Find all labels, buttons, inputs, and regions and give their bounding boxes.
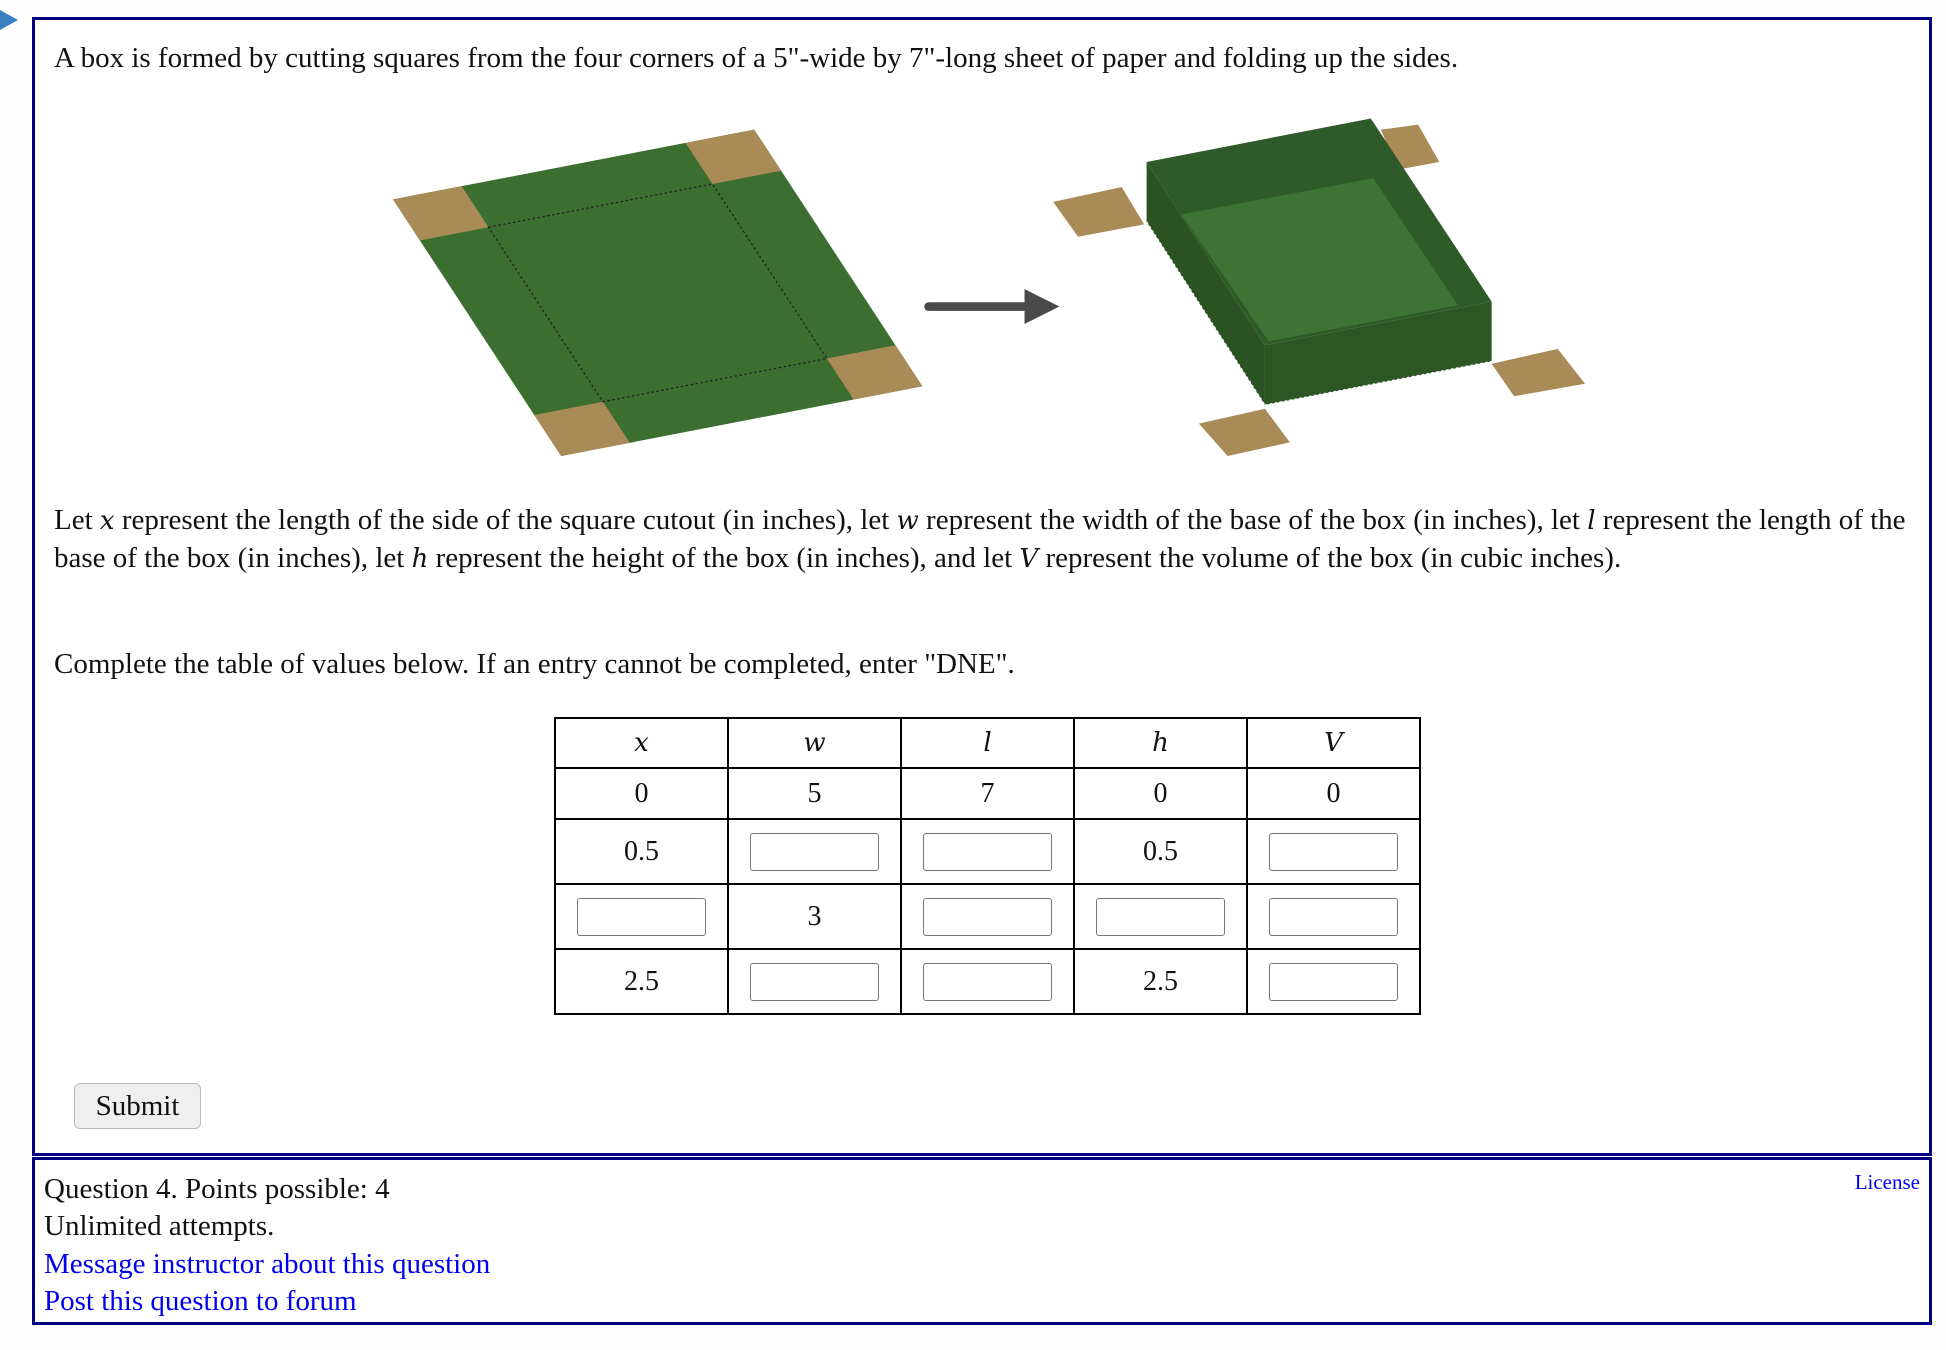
cell-value: 0.5 [624, 835, 659, 867]
table-cell [728, 949, 901, 1014]
math-variable: w [896, 506, 919, 536]
table-cell [728, 768, 901, 819]
variable-definitions [54, 502, 1924, 578]
license-link[interactable]: License [1854, 1170, 1920, 1194]
table-cell [555, 949, 728, 1014]
cell-value: 2.5 [1143, 965, 1178, 997]
answer-input-h[interactable] [1096, 898, 1225, 936]
table-row [555, 768, 1420, 819]
table-row [555, 884, 1420, 949]
points-possible: Question 4. Points possible: 4 [44, 1173, 390, 1205]
math-variable: h [411, 544, 429, 574]
math-variable: x [99, 506, 115, 536]
cell-value: 2.5 [624, 965, 659, 997]
text-segment: represent the height of the box (in inches), and let [428, 542, 1020, 574]
cell-value: 7 [980, 777, 995, 809]
column-header [555, 718, 728, 768]
message-instructor-link[interactable]: Message instructor about this question [44, 1248, 491, 1280]
table-cell [901, 819, 1074, 884]
column-header-label: h [1152, 728, 1169, 758]
cut-tab [1053, 187, 1144, 237]
post-to-forum-link[interactable]: Post this question to forum [44, 1285, 357, 1317]
answer-input-x[interactable] [577, 898, 706, 936]
answer-input-l[interactable] [923, 833, 1052, 871]
answer-input-w[interactable] [750, 833, 879, 871]
table-cell [555, 819, 728, 884]
answer-input-V[interactable] [1269, 963, 1398, 1001]
cell-value: 3 [807, 900, 822, 932]
table-cell [1074, 819, 1247, 884]
table-cell [1247, 819, 1420, 884]
cut-tab [1199, 409, 1290, 456]
table-cell [728, 884, 901, 949]
column-header [901, 718, 1074, 768]
instructions: Complete the table of values below. If an entry cannot be completed, enter "DNE". [54, 648, 1015, 680]
math-variable: V [1019, 544, 1039, 574]
table-row [555, 949, 1420, 1014]
values-table [554, 717, 1421, 1015]
column-header [1074, 718, 1247, 768]
table-cell [1074, 768, 1247, 819]
table-row [555, 819, 1420, 884]
column-header-label: l [983, 728, 992, 758]
text-segment: represent the length of the base of the box (in inches), let [54, 504, 1906, 574]
table-cell [1247, 949, 1420, 1014]
cut-tab [1492, 349, 1585, 396]
column-header-label: x [634, 728, 649, 758]
table-cell [901, 949, 1074, 1014]
submit-button[interactable]: Submit [74, 1083, 201, 1129]
answer-input-l[interactable] [923, 963, 1052, 1001]
text-segment: represent the width of the base of the box (in inches), let [918, 504, 1588, 536]
column-header-label: w [803, 728, 826, 758]
column-header-label: V [1324, 728, 1343, 758]
math-variable: l [1587, 506, 1596, 536]
column-header [1247, 718, 1420, 768]
table-header-row [555, 718, 1420, 768]
table-cell [1247, 884, 1420, 949]
text-segment: Let [54, 504, 100, 536]
table-cell [728, 819, 901, 884]
question-marker-icon [0, 8, 20, 34]
answer-input-w[interactable] [750, 963, 879, 1001]
table-cell [901, 884, 1074, 949]
cell-value: 0 [1153, 777, 1168, 809]
text-segment: represent the volume of the box (in cubic inches). [1038, 542, 1622, 574]
cell-value: 0 [1326, 777, 1341, 809]
answer-input-V[interactable] [1269, 898, 1398, 936]
table-cell [1247, 768, 1420, 819]
table-cell [1074, 884, 1247, 949]
question-intro: A box is formed by cutting squares from the four corners of a 5"-wide by 7"-long sheet of paper and folding up the sides. [54, 42, 1459, 74]
table-cell [555, 884, 728, 949]
folded-box [1053, 118, 1585, 456]
text-segment: represent the length of the side of the square cutout (in inches), let [114, 504, 897, 536]
cell-value: 5 [807, 777, 822, 809]
answer-input-V[interactable] [1269, 833, 1398, 871]
table-cell [555, 768, 728, 819]
arrow-icon [929, 289, 1060, 324]
column-header [728, 718, 901, 768]
cell-value: 0.5 [1143, 835, 1178, 867]
paper-sheet [393, 130, 922, 456]
attempts-info: Unlimited attempts. [44, 1210, 275, 1242]
table-cell [1074, 949, 1247, 1014]
box-folding-figure [374, 106, 1614, 466]
cell-value: 0 [634, 777, 649, 809]
table-cell [901, 768, 1074, 819]
flat-sheet [393, 130, 922, 456]
answer-input-l[interactable] [923, 898, 1052, 936]
